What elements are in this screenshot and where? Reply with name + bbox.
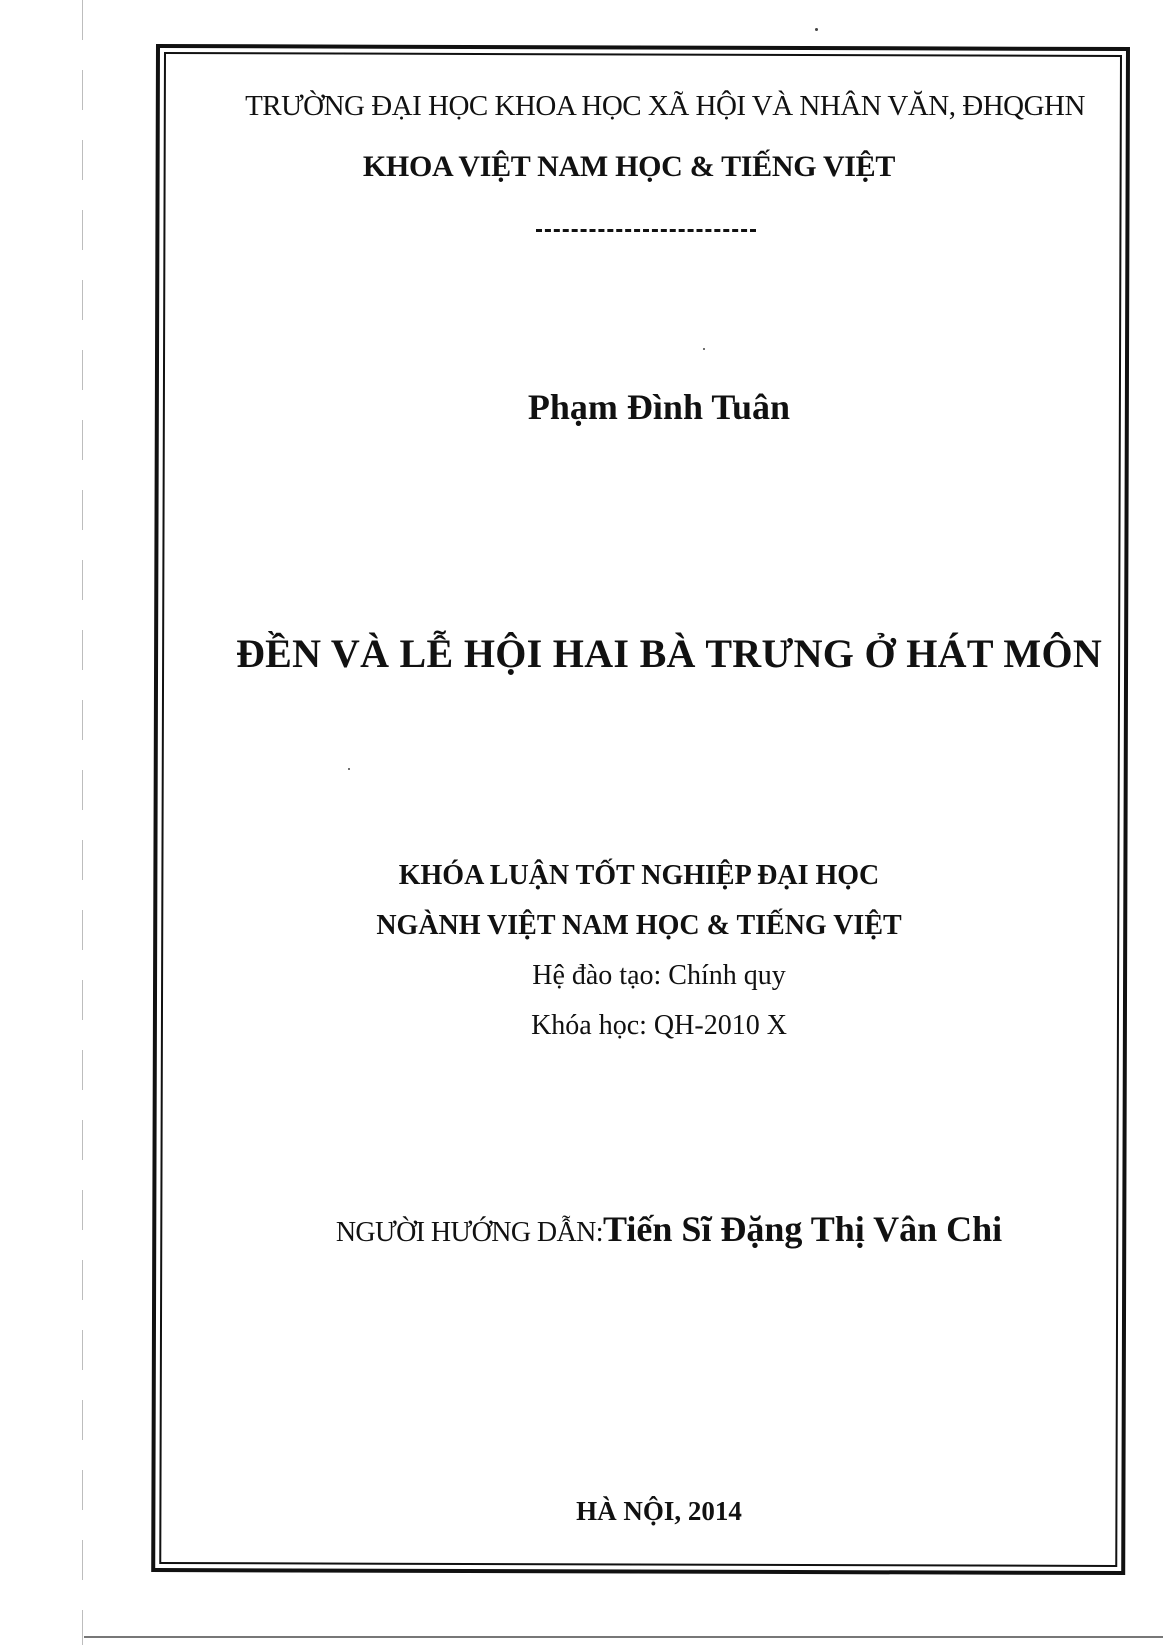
major-name: NGÀNH VIỆT NAM HỌC & TIẾNG VIỆT	[376, 910, 902, 941]
supervisor-label: NGƯỜI HƯỚNG DẪN:	[335, 1217, 603, 1248]
supervisor-line	[190, 1208, 1148, 1250]
place-year: HÀ NỘI, 2014	[576, 1496, 742, 1526]
scan-edge-mark	[82, 0, 83, 1645]
scan-bottom-edge	[84, 1636, 1163, 1638]
university-name: TRƯỜNG ĐẠI HỌC KHOA HỌC XÃ HỘI VÀ NHÂN VĂN, ĐHQGHN	[245, 90, 1085, 122]
cohort: Khóa học: QH-2010 X	[531, 1010, 787, 1041]
thesis-title: ĐỀN VÀ LỄ HỘI HAI BÀ TRƯNG Ở HÁT MÔN	[235, 631, 1103, 676]
faculty-name: KHOA VIỆT NAM HỌC & TIẾNG VIỆT	[362, 150, 896, 183]
training-mode: Hệ đào tạo: Chính quy	[532, 960, 786, 991]
cover-frame-inner	[159, 52, 1122, 1567]
author-name: Phạm Đình Tuân	[527, 387, 791, 427]
supervisor-name: Tiến Sĩ Đặng Thị Vân Chi	[602, 1209, 1003, 1249]
separator-rule	[536, 229, 756, 232]
scan-speck	[815, 28, 818, 31]
degree-type: KHÓA LUẬN TỐT NGHIỆP ĐẠI HỌC	[398, 860, 880, 891]
